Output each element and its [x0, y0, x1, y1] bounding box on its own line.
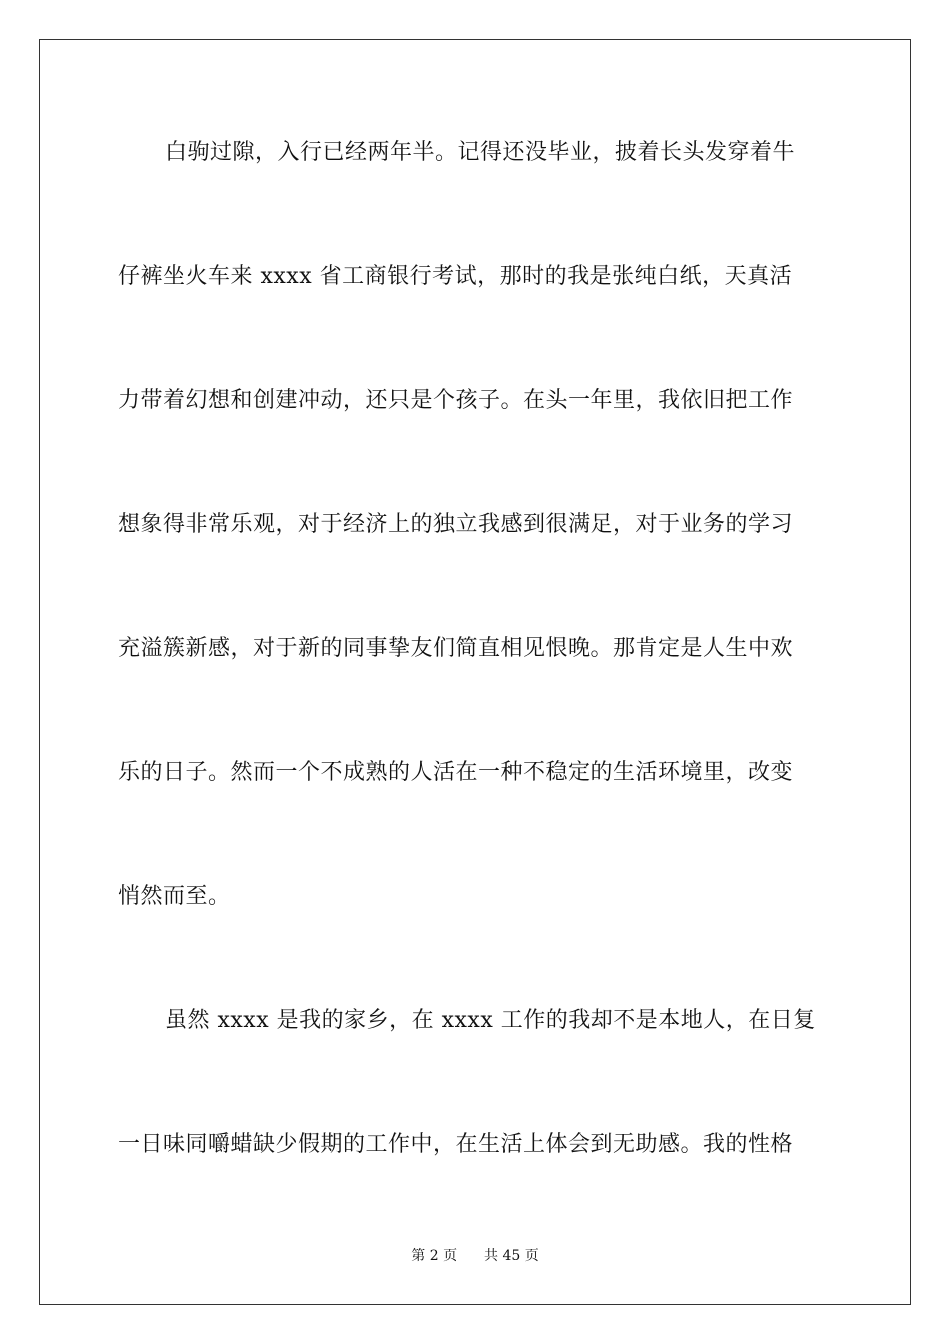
page-total: 共 45 页: [484, 1248, 539, 1264]
paragraph-1-line-1: 白驹过隙，入行已经两年半。记得还没毕业，披着长头发穿着牛: [165, 140, 796, 165]
paragraph-2-line-1: 虽然 xxxx 是我的家乡，在 xxxx 工作的我却不是本地人，在日复: [165, 1008, 816, 1033]
page-number: 第 2 页: [411, 1248, 458, 1264]
paragraph-1-line-4: 想象得非常乐观，对于经济上的独立我感到很满足，对于业务的学习: [118, 512, 794, 537]
paragraph-1-line-3: 力带着幻想和创建冲动，还只是个孩子。在头一年里，我依旧把工作: [118, 388, 794, 413]
paragraph-1-line-6: 乐的日子。然而一个不成熟的人活在一种不稳定的生活环境里，改变: [118, 760, 794, 785]
page-border: [39, 39, 911, 1305]
paragraph-1-line-5: 充溢簇新感，对于新的同事挚友们简直相见恨晚。那肯定是人生中欢: [118, 636, 794, 661]
paragraph-1-line-7: 悄然而至。: [118, 884, 231, 909]
paragraph-1-line-2: 仔裤坐火车来 xxxx 省工商银行考试，那时的我是张纯白纸，天真活: [118, 264, 793, 289]
paragraph-2-line-2: 一日味同嚼蜡缺少假期的工作中，在生活上体会到无助感。我的性格: [118, 1132, 794, 1157]
page-footer: [0, 1246, 950, 1266]
